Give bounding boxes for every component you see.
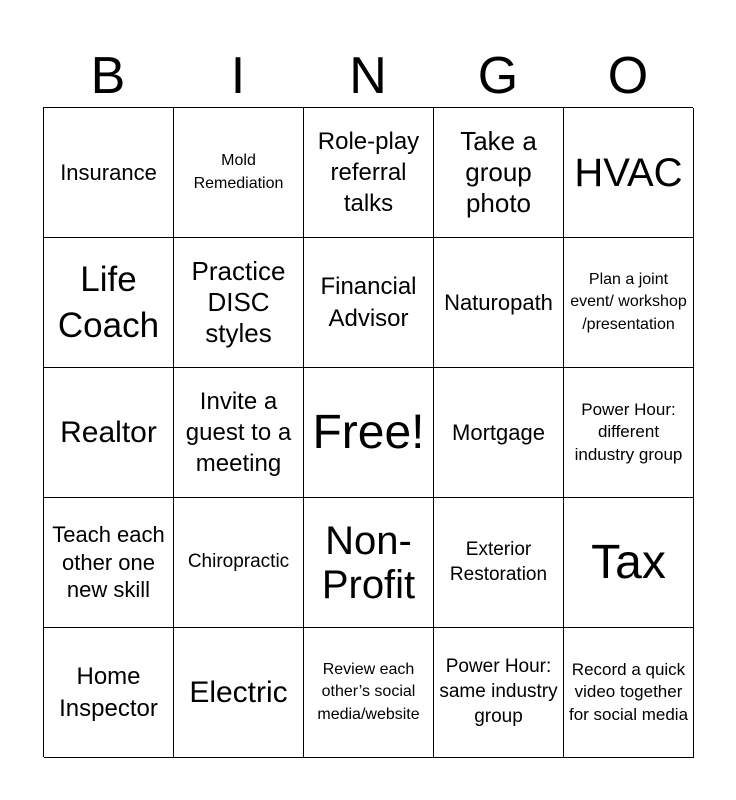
header-letter-g: G xyxy=(477,47,519,105)
bingo-cell[interactable]: Tax xyxy=(564,498,694,628)
header-letter-i: I xyxy=(230,47,246,105)
bingo-cell[interactable]: Teach each other one new skill xyxy=(44,498,174,628)
bingo-board xyxy=(43,107,693,757)
bingo-cell[interactable]: Power Hour: different industry group xyxy=(564,368,694,498)
header-letter-n: N xyxy=(349,47,387,105)
header-letter-b: B xyxy=(90,47,126,105)
bingo-cell[interactable]: Plan a joint event/ workshop /presentation xyxy=(564,238,694,368)
bingo-cell[interactable]: Chiropractic xyxy=(174,498,304,628)
bingo-cell[interactable]: Home Inspector xyxy=(44,628,174,758)
bingo-header xyxy=(43,44,693,108)
bingo-cell[interactable]: Financial Advisor xyxy=(304,238,434,368)
header-letter-o: O xyxy=(607,47,649,105)
bingo-cell[interactable]: Review each other’s social media/website xyxy=(304,628,434,758)
bingo-cell[interactable]: Invite a guest to a meeting xyxy=(174,368,304,498)
bingo-cell[interactable]: Record a quick video together for social media xyxy=(564,628,694,758)
bingo-cell[interactable]: Practice DISC styles xyxy=(174,238,304,368)
bingo-cell[interactable]: Non-Profit xyxy=(304,498,434,628)
bingo-cell[interactable]: Mortgage xyxy=(434,368,564,498)
free-space-cell[interactable]: Free! xyxy=(304,368,434,498)
bingo-cell[interactable]: Life Coach xyxy=(44,238,174,368)
bingo-cell[interactable]: Take a group photo xyxy=(434,108,564,238)
bingo-cell[interactable]: Electric xyxy=(174,628,304,758)
bingo-cell[interactable]: Mold Remediation xyxy=(174,108,304,238)
bingo-cell[interactable]: Realtor xyxy=(44,368,174,498)
bingo-cell[interactable]: Exterior Restoration xyxy=(434,498,564,628)
bingo-cell[interactable]: Naturopath xyxy=(434,238,564,368)
bingo-cell[interactable]: Role-play referral talks xyxy=(304,108,434,238)
bingo-cell[interactable]: HVAC xyxy=(564,108,694,238)
bingo-cell[interactable]: Power Hour: same industry group xyxy=(434,628,564,758)
bingo-cell[interactable]: Insurance xyxy=(44,108,174,238)
